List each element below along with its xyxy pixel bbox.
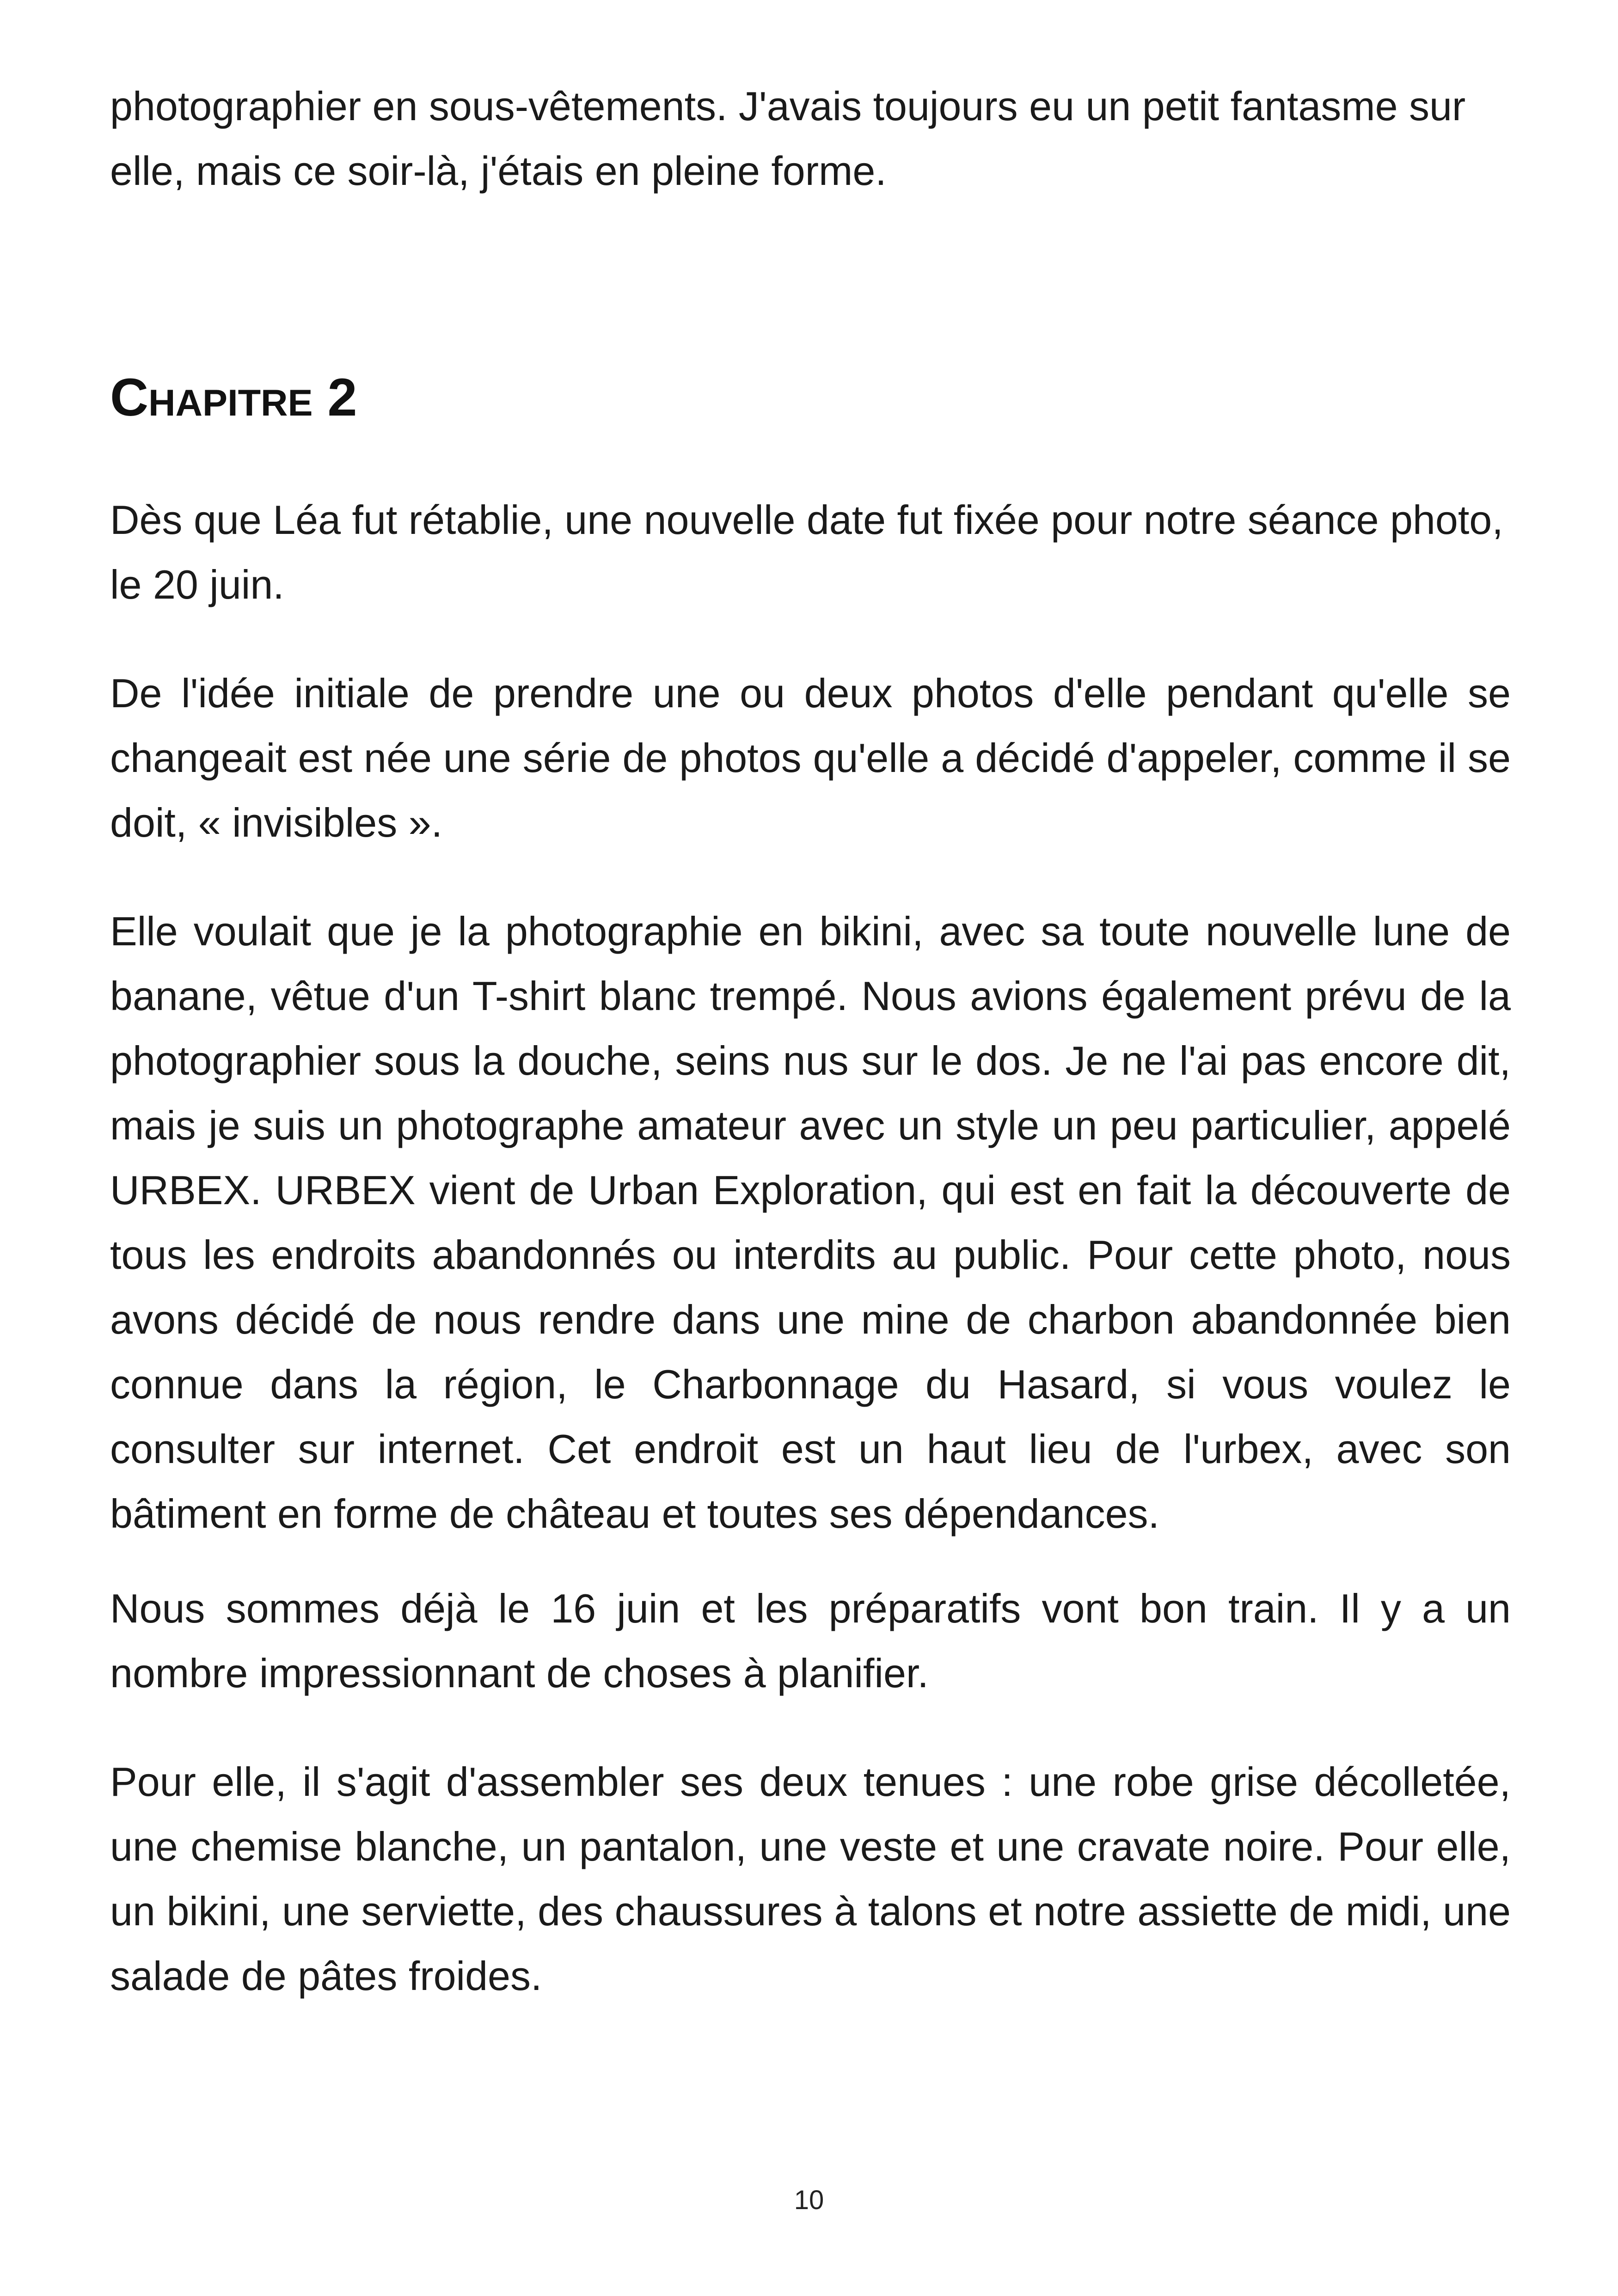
paragraph-1: Dès que Léa fut rétablie, une nouvelle date fut fixée pour notre séance photo, le 20 juin.: [110, 497, 1503, 607]
chapter-heading: Chapitre 2: [110, 368, 357, 427]
page-number: 10: [794, 2185, 824, 2215]
paragraph-continuation: photographier en sous-vêtements. J'avais toujours eu un petit fantasme sur elle, mais ce soir-là, j'étais en pleine forme.: [110, 83, 1466, 194]
paragraph-4: Nous sommes déjà le 16 juin et les préparatifs vont bon train. Il y a un nombre impressionnant de choses à planifier.: [110, 1586, 1511, 1696]
paragraph-2: De l'idée initiale de prendre une ou deux photos d'elle pendant qu'elle se changeait est née une série de photos qu'elle a décidé d'appeler, comme il se doit, « invisibles ».: [110, 670, 1511, 845]
paragraph-5: Pour elle, il s'agit d'assembler ses deux tenues : une robe grise décolletée, une chemise blanche, un pantalon, une veste et une cravate noire. Pour elle, un bikini, une serviette, des chaussures à talons et notre assiette de midi, une salade de pâtes froides.: [110, 1759, 1511, 1999]
paragraph-3: Elle voulait que je la photographie en bikini, avec sa toute nouvelle lune de banane, vêtue d'un T-shirt blanc trempé. Nous avions également prévu de la photographier sous la douche, seins nus sur le dos. Je ne l'ai pas encore dit, mais je suis un photographe amateur avec un style un peu particulier, appelé URBEX. URBEX vient de Urban Exploration, qui est en fait la découverte de tous les endroits abandonnés ou interdits au public. Pour cette photo, nous avons décidé de nous rendre dans une mine de charbon abandonnée bien connue dans la région, le Charbonnage du Hasard, si vous voulez le consulter sur internet. Cet endroit est un haut lieu de l'urbex, avec son bâtiment en forme de château et toutes ses dépendances.: [110, 908, 1511, 1537]
